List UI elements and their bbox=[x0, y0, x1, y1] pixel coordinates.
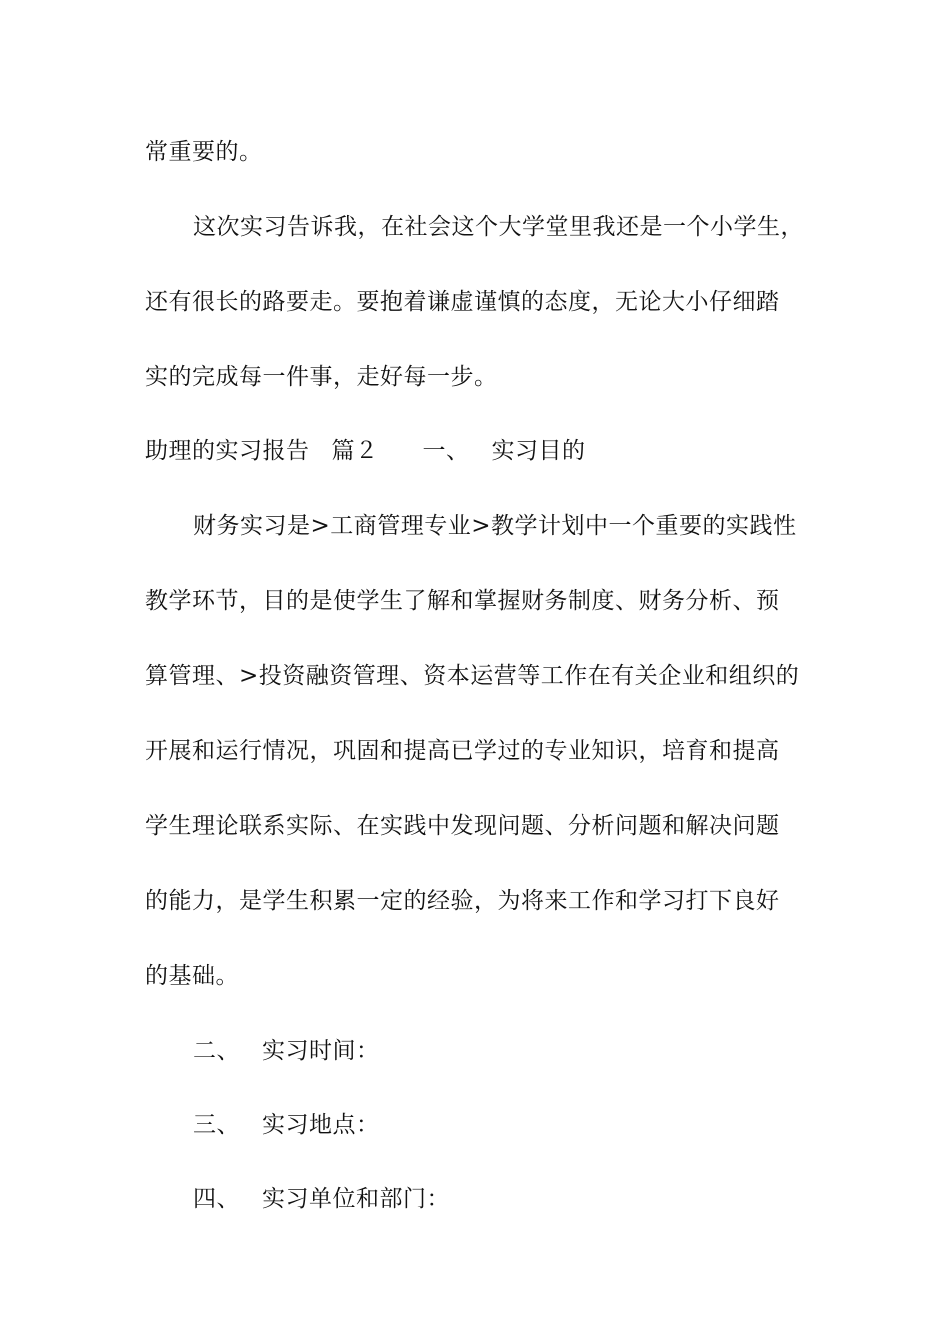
section-number: 一、 bbox=[422, 438, 470, 464]
section-title: 实习目的 bbox=[491, 438, 586, 464]
section-title: 实习时间： bbox=[262, 1038, 380, 1064]
section-title: 实习地点： bbox=[262, 1112, 380, 1138]
section-number: 三、 bbox=[193, 1112, 240, 1138]
section-number: 二、 bbox=[193, 1038, 240, 1064]
paragraph-line: 教学环节，目的是使学生了解和掌握财务制度、财务分析、预 bbox=[145, 588, 780, 614]
paragraph-line: 算管理、>投资融资管理、资本运营等工作在有关企业和组织的 bbox=[145, 663, 800, 689]
heading-piece-number: 篇２ bbox=[331, 438, 379, 464]
paragraph-line: 的基础。 bbox=[145, 963, 239, 989]
paragraph-line: 这次实习告诉我，在社会这个大学堂里我还是一个小学生， bbox=[193, 214, 804, 240]
section-heading bbox=[193, 1036, 380, 1066]
paragraph-line: 学生理论联系实际、在实践中发现问题、分析问题和解决问题 bbox=[145, 813, 780, 839]
paragraph-line: 的能力，是学生积累一定的经验，为将来工作和学习打下良好 bbox=[145, 888, 780, 914]
paragraph-line: 开展和运行情况，巩固和提高已学过的专业知识，培育和提高 bbox=[145, 738, 780, 764]
section-number: 四、 bbox=[193, 1186, 240, 1212]
paragraph-line: 实的完成每一件事，走好每一步。 bbox=[145, 364, 498, 390]
section-heading bbox=[145, 436, 586, 466]
section-title: 实习单位和部门： bbox=[262, 1186, 450, 1212]
paragraph-line: 常重要的。 bbox=[145, 139, 263, 165]
section-heading bbox=[193, 1110, 380, 1140]
section-heading bbox=[193, 1184, 450, 1214]
paragraph-line: 财务实习是>工商管理专业>教学计划中一个重要的实践性 bbox=[193, 513, 797, 539]
heading-title: 助理的实习报告 bbox=[145, 438, 310, 464]
paragraph-line: 还有很长的路要走。要抱着谦虚谨慎的态度，无论大小仔细踏 bbox=[145, 289, 780, 315]
